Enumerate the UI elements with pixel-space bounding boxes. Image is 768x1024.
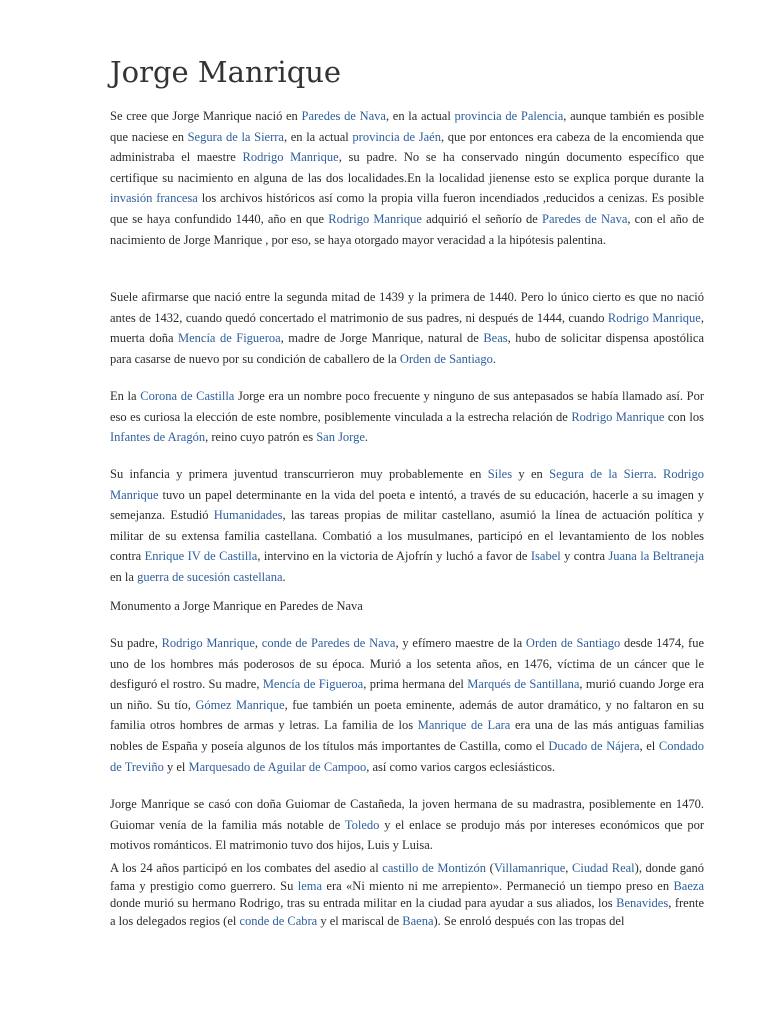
text-run: y el enlace se produjo más por intereses económicos que por motivos románticos. El matrimonio tuvo dos hijos, Luis y Luisa. — [110, 817, 704, 853]
inline-link[interactable]: lema — [297, 878, 323, 893]
text-run: . — [282, 569, 286, 584]
inline-link[interactable]: Benavides — [616, 896, 669, 910]
page-title: Jorge Manrique — [110, 55, 342, 89]
text-run: . — [653, 467, 663, 481]
text-run: era «Ni miento ni me arrepiento». Permaneció un tiempo preso en — [322, 878, 674, 893]
text-run: , con el año de nacimiento de Jorge Manrique , por eso, se haya otorgado mayor veracidad a la hipótesis palentina. — [110, 211, 705, 247]
inline-link[interactable]: Humanidades — [213, 508, 283, 523]
inline-link[interactable]: Rodrigo Manrique — [161, 636, 255, 650]
inline-link[interactable]: guerra de sucesión castellana — [137, 569, 283, 584]
text-run: tuvo un papel determinante en la vida del poeta e intentó, a través de su educación, hacerle a su imagen y semejanza. Estudió — [110, 487, 704, 523]
text-run: Suele afirmarse que nació entre la segunda mitad de 1439 y la primera de 1440. Pero lo único cierto es que no nació antes de 1432, cuando quedó concertado el matrimonio de sus padres, ni después de 1444, cuando — [110, 290, 704, 325]
text-run: era una de las más antiguas familias nobles de España y poseía algunos de los títulos más importantes de Castilla, como el — [110, 718, 704, 753]
text-run: desde 1474, fue uno de los hombres más poderosos de su época. Murió a los setenta años, en 1476, víctima de un cáncer que le desfiguró el rostro. Su madre, — [110, 636, 704, 692]
text-run: Su padre, — [110, 636, 162, 650]
text-run: Su infancia y primera juventud transcurrieron muy probablemente en — [110, 467, 488, 481]
inline-link[interactable]: Baena — [402, 913, 434, 928]
text-run: En la — [110, 389, 141, 403]
image-caption — [110, 596, 704, 617]
text-run: ( — [486, 861, 494, 875]
inline-link[interactable]: Villamanrique — [493, 861, 566, 875]
text-run: , que por entonces era cabeza de la encomienda que administraba el maestre — [110, 129, 704, 165]
inline-link[interactable]: Orden de Santiago — [399, 351, 493, 366]
text-run: , en la actual — [385, 109, 455, 123]
text-run: los archivos históricos así como la propia villa fueron incendiados ,reducidos a cenizas. Es posible que se haya confundido 1440, año en que — [110, 191, 704, 226]
text-run: Jorge Manrique se casó con doña Guiomar de Castañeda, la joven hermana de su madrastra, posiblemente en 1470. Guiomar venía de la familia más notable de — [110, 797, 704, 832]
text-run: y en — [512, 467, 550, 481]
text-run: donde murió su hermano Rodrigo, tras su entrada militar en la ciudad para ayudar a sus aliados, los — [110, 896, 617, 910]
inline-link[interactable]: Rodrigo Manrique — [607, 310, 701, 325]
inline-link[interactable]: Marquesado de Aguilar de Campoo — [188, 759, 367, 774]
inline-link[interactable]: Orden de Santiago — [525, 636, 621, 650]
inline-link[interactable]: Segura de la Sierra — [549, 467, 654, 481]
text-run: , intervino en la victoria de Ajofrín y luchó a favor de — [257, 549, 531, 564]
text-run: , las tareas propias de militar castellano, asumió la línea de actuación política y militar de su extensa familia castellana. Combatió a los musulmanes, participó en el levantamiento de los nobles contra — [110, 508, 705, 564]
text-run: . — [492, 351, 496, 366]
inline-link[interactable]: provincia de Jaén — [352, 129, 441, 144]
inline-link[interactable]: Toledo — [344, 817, 380, 832]
paragraph-birth — [110, 106, 704, 250]
paragraph-marriage — [110, 794, 704, 856]
inline-link[interactable]: Gómez Manrique — [195, 697, 285, 712]
text-run: , madre de Jorge Manrique, natural de — [280, 331, 484, 346]
inline-link[interactable]: Rodrigo Manrique — [242, 150, 339, 165]
text-run: , hubo de solicitar dispensa apostólica para casarse de nuevo por su condición de caballero de la — [110, 331, 704, 366]
inline-link[interactable]: Marqués de Santillana — [467, 677, 580, 692]
inline-link[interactable]: Siles — [487, 467, 513, 481]
text-run: y el mariscal de — [317, 913, 403, 928]
inline-link[interactable]: Beas — [483, 331, 508, 346]
text-run: ), donde ganó fama y prestigio como guerrero. Su — [110, 861, 705, 893]
text-run: , y efímero maestre de la — [395, 636, 526, 650]
inline-link[interactable]: Condado de Treviño — [110, 738, 705, 774]
inline-link[interactable]: Paredes de Nava — [542, 211, 628, 226]
paragraph-military — [110, 860, 704, 930]
text-run: , prima hermana del — [363, 677, 468, 692]
paragraph-family — [110, 633, 704, 777]
text-run: , fue también un poeta eminente, además de autor dramático, y no faltaron en su familia otros hombres de armas y letras. La familia de los — [110, 697, 705, 733]
text-run: A los 24 años participó en los combates del asedio al — [110, 861, 383, 875]
text-run: , en la actual — [283, 129, 353, 144]
inline-link[interactable]: Segura de la Sierra — [187, 129, 284, 144]
text-run: , murió cuando Jorge era un niño. Su tío, — [110, 677, 704, 712]
text-run: , reino cuyo patrón es — [205, 430, 317, 445]
inline-link[interactable]: conde de Cabra — [239, 913, 318, 928]
inline-link[interactable]: Mencía de Figueroa — [262, 677, 364, 692]
text-run: adquirió el señorío de — [421, 211, 543, 226]
inline-link[interactable]: Rodrigo Manrique — [328, 211, 422, 226]
text-run: Monumento a Jorge Manrique en Paredes de Nava — [110, 599, 363, 613]
inline-link[interactable]: Mencía de Figueroa — [177, 331, 281, 346]
inline-link[interactable]: castillo de Montizón — [382, 861, 487, 875]
text-run: y contra — [560, 549, 609, 564]
text-run: , el — [639, 738, 659, 753]
text-run: , aunque también es posible que naciese en — [110, 109, 705, 144]
text-run: con los — [664, 409, 704, 424]
inline-link[interactable]: Infantes de Aragón — [110, 430, 206, 445]
inline-link[interactable]: Isabel — [530, 549, 561, 564]
text-run: , muerta doña — [110, 310, 704, 346]
inline-link[interactable]: provincia de Palencia — [454, 109, 564, 123]
text-run: , así como varios cargos eclesiásticos. — [366, 759, 556, 774]
text-run: , frente a los delegados regios (el — [110, 896, 704, 928]
inline-link[interactable]: Juana la Beltraneja — [608, 549, 705, 564]
inline-link[interactable]: Enrique IV de Castilla — [144, 549, 258, 564]
inline-link[interactable]: Baeza — [673, 878, 704, 893]
inline-link[interactable]: San Jorge — [316, 430, 365, 445]
text-run: , su padre. No se ha conservado ningún documento específico que certifique su nacimiento en alguna de las dos localidades.En la localidad jienense esto se explica porque durante la — [110, 150, 704, 185]
inline-link[interactable]: Manrique de Lara — [417, 718, 511, 733]
paragraph-name — [110, 386, 704, 448]
paragraph-birth-date — [110, 287, 704, 369]
text-run: , — [565, 861, 573, 875]
inline-link[interactable]: Rodrigo Manrique — [571, 409, 665, 424]
text-run: . — [364, 430, 369, 445]
inline-link[interactable]: Rodrigo Manrique — [110, 467, 704, 502]
inline-link[interactable]: conde de Paredes de Nava — [261, 636, 396, 650]
text-run: ). Se enroló después con las tropas del — [433, 913, 625, 928]
text-run: , — [254, 636, 262, 650]
inline-link[interactable]: Corona de Castilla — [140, 389, 235, 403]
inline-link[interactable]: invasión francesa — [110, 191, 198, 206]
inline-link[interactable]: Paredes de Nava — [301, 109, 386, 123]
inline-link[interactable]: Ciudad Real — [572, 861, 635, 875]
text-run: Se cree que Jorge Manrique nació en — [110, 109, 302, 123]
inline-link[interactable]: Ducado de Nájera — [548, 738, 640, 753]
text-run: Jorge era un nombre poco frecuente y ninguno de sus antepasados se había llamado así. Por eso es curiosa la elección de este nombre, posiblemente vinculada a la estrecha relación de — [110, 389, 704, 424]
paragraph-youth — [110, 464, 704, 588]
text-run: en la — [110, 569, 138, 584]
text-run: y el — [163, 759, 189, 774]
